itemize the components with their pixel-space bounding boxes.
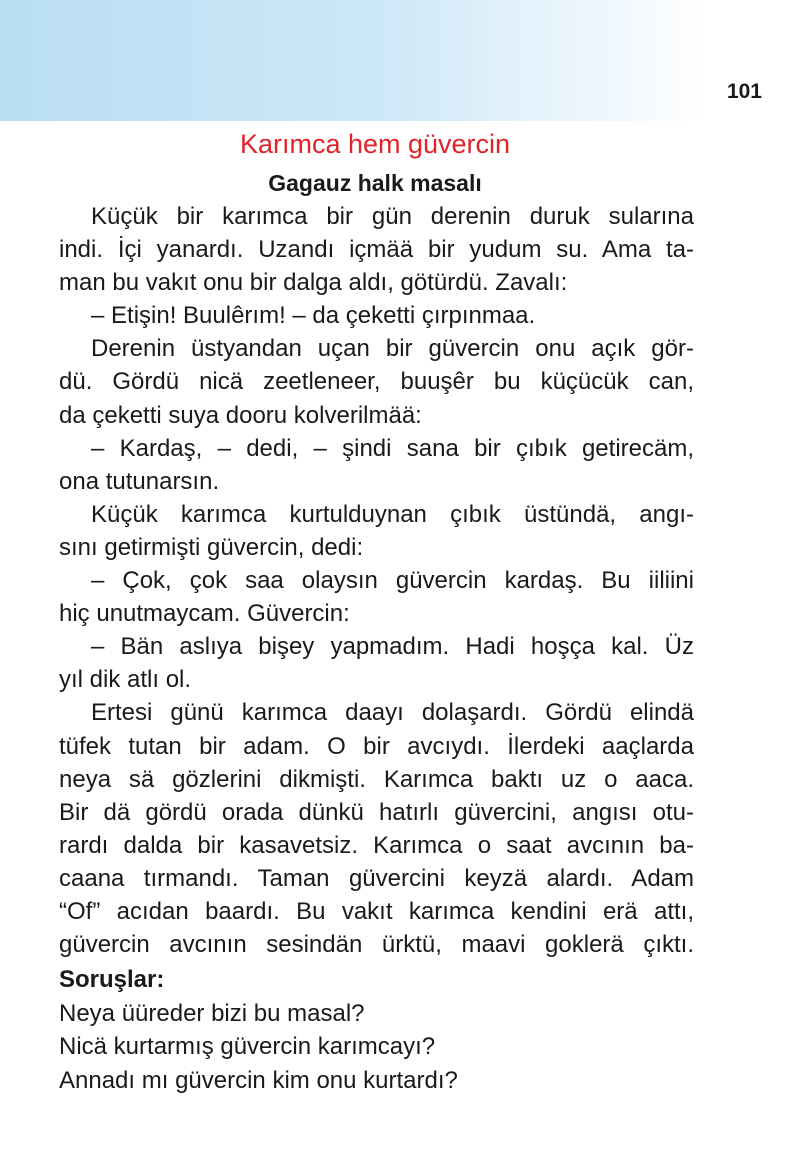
story-line: ona tutunarsın. xyxy=(59,467,220,495)
story-line: yıl dik atlı ol. xyxy=(59,666,192,694)
story-line: sını getirmişti güvercin, dedi: xyxy=(59,533,364,561)
question-item: Annadı mı güvercin kim onu kurtardı? xyxy=(59,1066,458,1094)
story-line: Ertesi günü karımca daayı dolaşardı. Gördü elindä xyxy=(91,699,694,727)
story-line: – Bän aslıya bişey yapmadım. Hadi hoşça kal. Üz xyxy=(91,633,694,661)
story-subtitle: Gagauz halk masalı xyxy=(268,170,482,196)
question-item: Neya üüreder bizi bu masal? xyxy=(59,999,365,1027)
story-line: – Kardaş, – dedi, – şindi sana bir çıbık getirecäm, xyxy=(91,434,694,462)
story-title: Karımca hem güvercin xyxy=(239,129,511,159)
story-line: tüfek tutan bir adam. O bir avcıydı. İlerdeki aaçlarda xyxy=(59,732,694,760)
story-line: Bir dä gördü orada dünkü hatırlı güvercini, angısı otu- xyxy=(59,798,694,826)
questions-heading: Soruşlar: xyxy=(59,966,165,993)
story-line: Küçük bir karımca bir gün derenin duruk sularına xyxy=(91,203,694,230)
story-text xyxy=(59,200,694,961)
questions-section xyxy=(59,963,739,1097)
story-line: da çeketti suya dooru kolverilmää: xyxy=(59,401,422,429)
header-band xyxy=(0,0,800,121)
story-line: dü. Gördü nicä zeetleneer, buuşêr bu küçücük can, xyxy=(59,368,694,396)
story-line: hiç unutmaycam. Güvercin: xyxy=(59,600,350,628)
page-number: 101 xyxy=(726,80,762,103)
story-line: Küçük karımca kurtulduynan çıbık üstündä, angı- xyxy=(91,500,694,528)
story-line: rardı dalda bir kasavetsiz. Karımca o saat avcının ba- xyxy=(59,831,694,859)
story-line: güvercin avcının sesindän ürktü, maavi goklerä çıktı. xyxy=(59,931,694,959)
story-line: “Of” acıdan baardı. Bu vakıt karımca kendini erä attı, xyxy=(59,897,694,925)
question-item: Nicä kurtarmış güvercin karımcayı? xyxy=(59,1033,436,1060)
story-line: caana tırmandı. Taman güvercini keyzä alardı. Adam xyxy=(59,864,694,892)
story-line: – Çok, çok saa olaysın güvercin kardaş. Bu iiliini xyxy=(91,567,694,595)
story-line: indi. İçi yanardı. Uzandı içmää bir yudum su. Ama ta- xyxy=(59,236,694,264)
story-line: – Etişin! Buulêrım! – da çeketti çırpınmaa. xyxy=(91,302,536,330)
story-line: neya sä gözlerini dikmişti. Karımca baktı uz o aaca. xyxy=(59,765,694,793)
story-line: man bu vakıt onu bir dalga aldı, götürdü. Zavalı: xyxy=(59,269,568,297)
story-line: Derenin üstyandan uçan bir güvercin onu açık gör- xyxy=(91,335,694,363)
